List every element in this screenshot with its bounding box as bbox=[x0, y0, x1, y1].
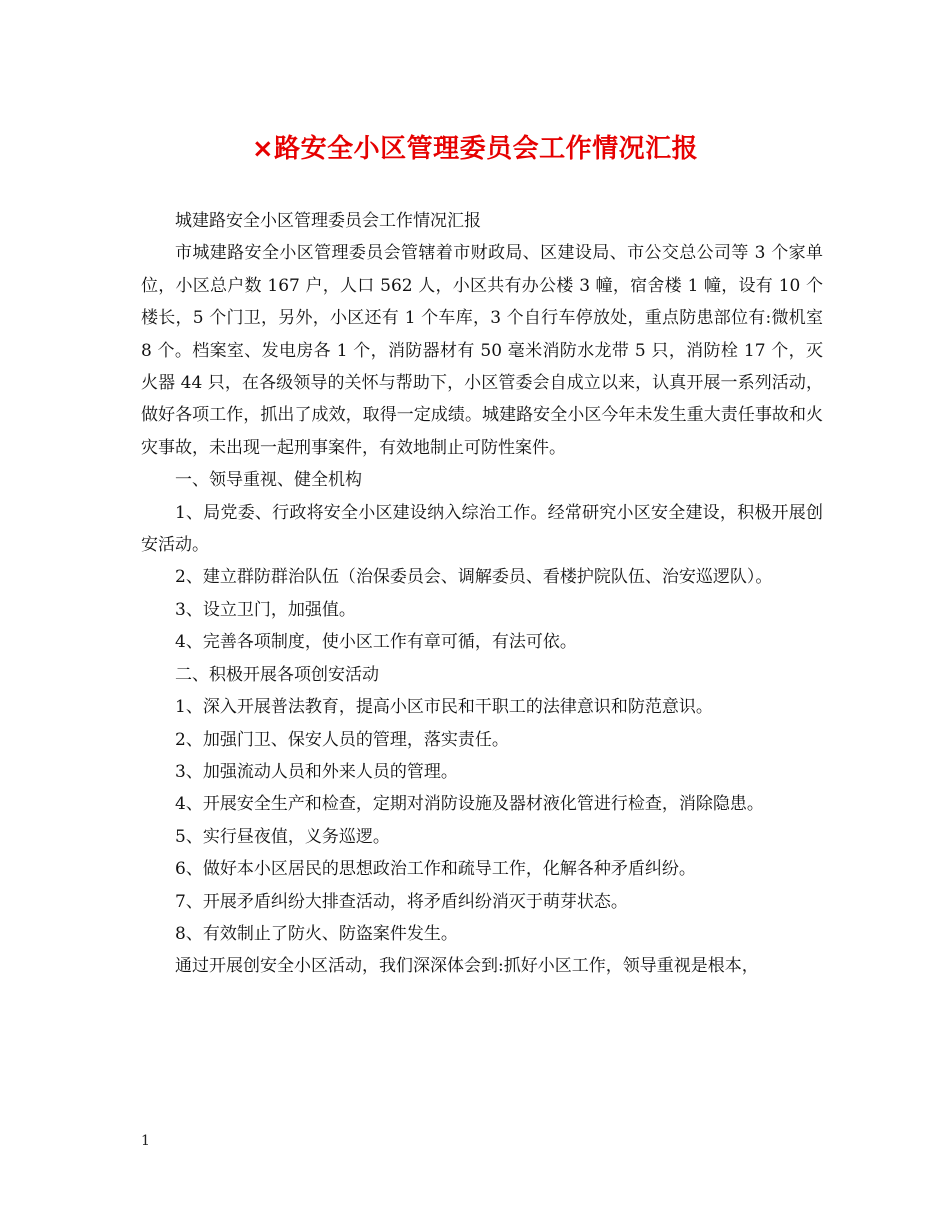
document-body bbox=[141, 205, 823, 983]
section-heading: 一、领导重视、健全机构 bbox=[175, 470, 362, 491]
document-title: ×路安全小区管理委员会工作情况汇报 bbox=[251, 134, 699, 164]
paragraph: 城建路安全小区管理委员会工作情况汇报 bbox=[175, 211, 481, 231]
paragraph: 2、加强门卫、保安人员的管理，落实责任。 bbox=[175, 729, 509, 750]
paragraph: 通过开展创安全小区活动，我们深深体会到:抓好小区工作，领导重视是根本， bbox=[175, 956, 759, 977]
paragraph: 7、开展矛盾纠纷大排查活动，将矛盾纠纷消灭于萌芽状态。 bbox=[175, 891, 628, 912]
paragraph: 1、局党委、行政将安全小区建设纳入综治工作。经常研究小区安全建设，积极开展创安活动。 bbox=[141, 502, 823, 556]
paragraph: 3、设立卫门，加强值。 bbox=[175, 599, 356, 620]
paragraph: 市城建路安全小区管理委员会管辖着市财政局、区建设局、市公交总公司等 3 个家单位，小区总户数 167 户，人口 562 人，小区共有办公楼 3 幢，宿舍楼 1 幢，设有 10 个楼长，5 个门卫，另外，小区还有 1 个车库，3 个自行车停放处，重点防患部位有:微机室 8 个。档案室、发电房各 1 个，消防器材有 50 毫米消防水龙带 5 只，消防栓 17 个，灭火器 44 只，在各级领导的关怀与帮助下，小区管委会自成立以来，认真开展一系列活动，做好各项工作，抓出了成效，取得一定成绩。城建路安全小区今年未发生重大责任事故和火灾事故，未出现一起刑事案件，有效地制止可防性案件。 bbox=[141, 243, 823, 458]
paragraph: 4、完善各项制度，使小区工作有章可循，有法可依。 bbox=[175, 632, 577, 653]
section-heading: 二、积极开展各项创安活动 bbox=[175, 664, 379, 685]
paragraph: 6、做好本小区居民的思想政治工作和疏导工作，化解各种矛盾纠纷。 bbox=[175, 859, 696, 880]
paragraph: 4、开展安全生产和检查，定期对消防设施及器材液化管进行检查，消除隐患。 bbox=[175, 794, 764, 815]
paragraph: 5、实行昼夜值，义务巡逻。 bbox=[175, 826, 390, 847]
paragraph: 1、深入开展普法教育，提高小区市民和干职工的法律意识和防范意识。 bbox=[175, 697, 713, 718]
paragraph: 8、有效制止了防火、防盗案件发生。 bbox=[175, 923, 458, 944]
paragraph: 3、加强流动人员和外来人员的管理。 bbox=[175, 761, 458, 782]
page-number: 1 bbox=[141, 1133, 150, 1149]
paragraph: 2、建立群防群治队伍（治保委员会、调解委员、看楼护院队伍、治安巡逻队）。 bbox=[175, 567, 773, 588]
